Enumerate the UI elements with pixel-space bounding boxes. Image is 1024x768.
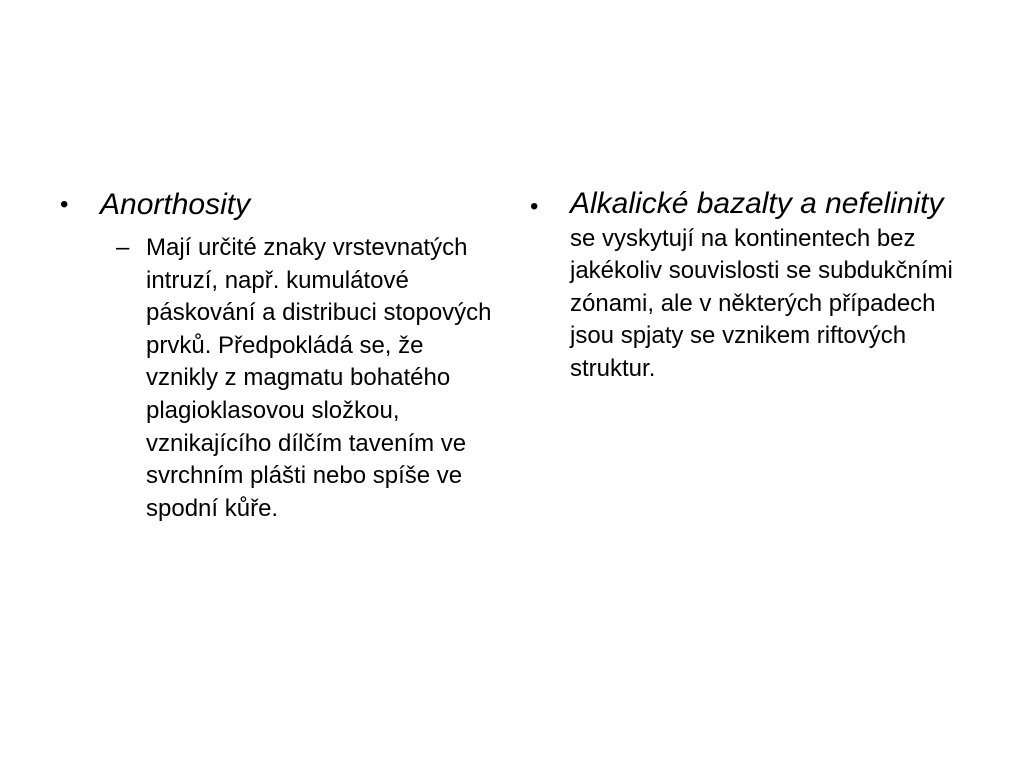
bullet-heading: Anorthosity bbox=[100, 188, 251, 221]
sub-bullet-text: Mají určité znaky vrstevnatých intruzí, např. kumulátové páskování a distribuci stopových prvků. Předpokládá se, že vznikly z magmatu bohatého plagioklasovou složkou, vznikajícího dílčím tavením ve svrchním plášti nebo spíše ve spodní kůře. bbox=[146, 234, 492, 522]
left-column bbox=[56, 186, 496, 525]
bullet-item-alkalic-basalts bbox=[526, 188, 966, 386]
bullet-item-anorthosity bbox=[56, 186, 496, 224]
bullet-heading: Alkalické bazalty a nefelinity bbox=[570, 187, 944, 220]
bullet-body-text: se vyskytují na kontinentech bez jakékoliv souvislosti se subdukčními zónami, ale v některých případech jsou spjaty se vznikem riftových struktur. bbox=[570, 224, 953, 382]
dash-icon: – bbox=[116, 234, 130, 261]
sub-bullet-item bbox=[56, 232, 496, 525]
bullet-icon: • bbox=[530, 193, 539, 220]
right-column bbox=[526, 186, 966, 386]
bullet-icon: • bbox=[60, 191, 69, 218]
